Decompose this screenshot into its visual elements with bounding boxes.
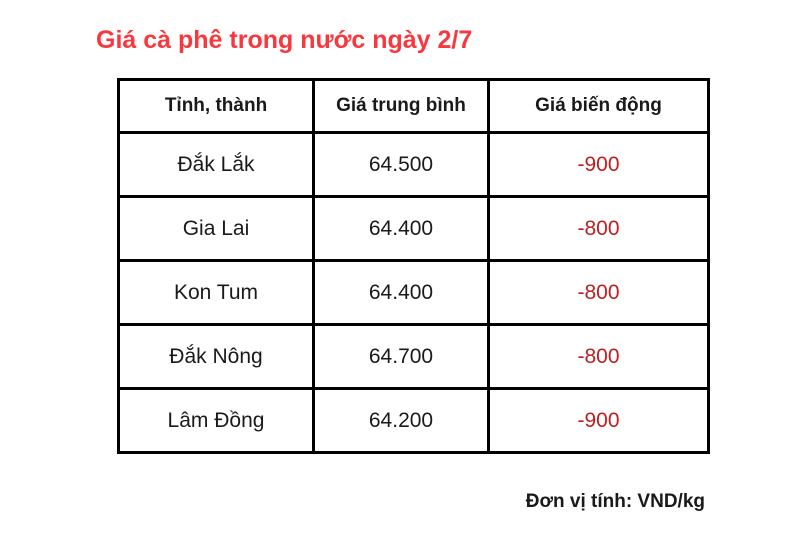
header-row	[119, 80, 709, 133]
change-cell: -800	[489, 325, 709, 389]
column-header-province: Tỉnh, thành	[119, 80, 314, 133]
price-table-header	[119, 80, 709, 133]
avg-price-cell: 64.400	[314, 261, 489, 325]
table-row	[119, 389, 709, 453]
avg-price-cell: 64.400	[314, 197, 489, 261]
price-table	[117, 78, 710, 454]
avg-price-cell: 64.700	[314, 325, 489, 389]
table-row	[119, 325, 709, 389]
change-cell: -800	[489, 197, 709, 261]
avg-price-cell: 64.500	[314, 133, 489, 197]
province-cell: Đắk Nông	[119, 325, 314, 389]
avg-price-cell: 64.200	[314, 389, 489, 453]
table-row	[119, 261, 709, 325]
province-cell: Gia Lai	[119, 197, 314, 261]
column-header-avg-price: Giá trung bình	[314, 80, 489, 133]
province-cell: Đắk Lắk	[119, 133, 314, 197]
table-row	[119, 133, 709, 197]
change-cell: -900	[489, 389, 709, 453]
change-cell: -900	[489, 133, 709, 197]
province-cell: Lâm Đồng	[119, 389, 314, 453]
page-title: Giá cà phê trong nước ngày 2/7	[96, 26, 473, 54]
change-cell: -800	[489, 261, 709, 325]
province-cell: Kon Tum	[119, 261, 314, 325]
column-header-change: Giá biến động	[489, 80, 709, 133]
price-table-body	[119, 133, 709, 453]
table-row	[119, 197, 709, 261]
unit-note: Đơn vị tính: VND/kg	[525, 491, 705, 512]
